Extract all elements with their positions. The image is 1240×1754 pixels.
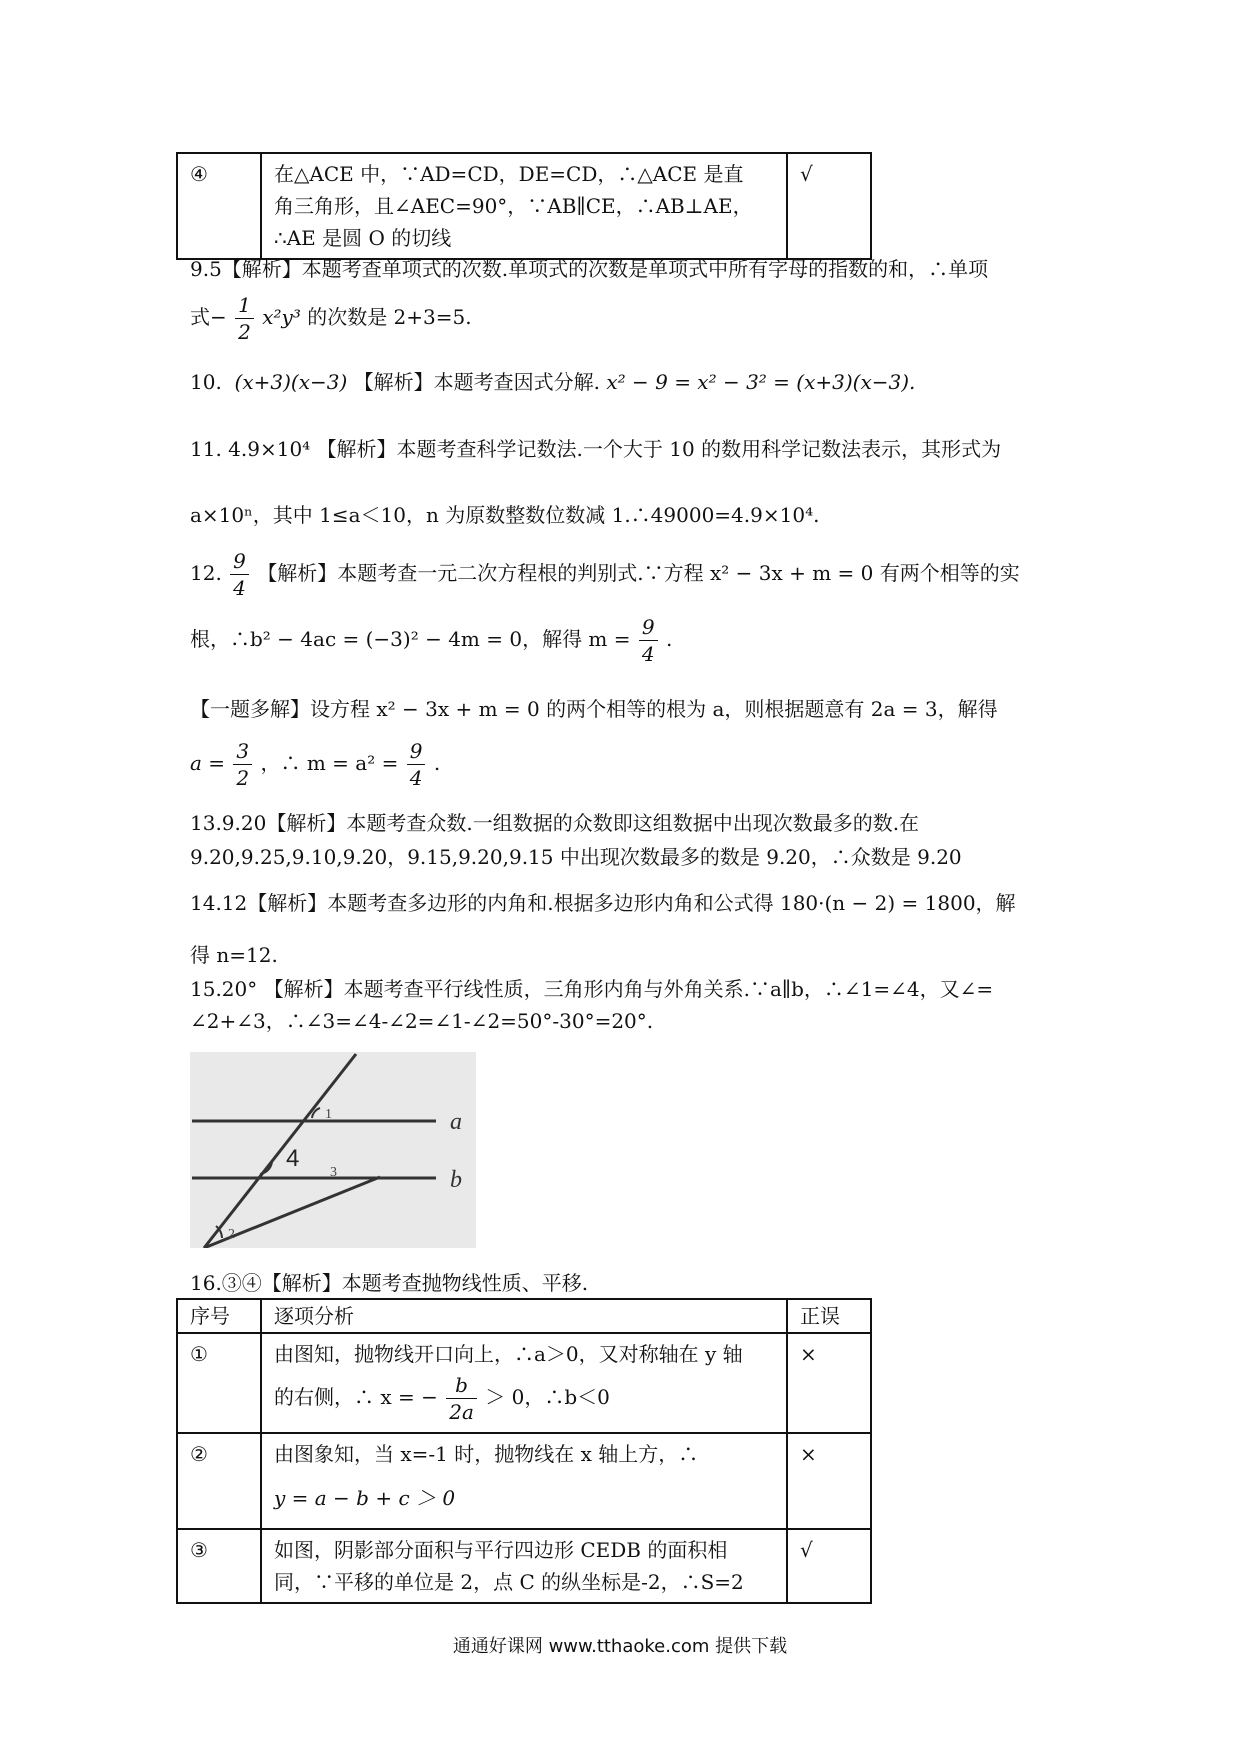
frac-denominator: 2 — [236, 766, 250, 790]
q12-line2-fraction — [639, 614, 658, 667]
q13-line2: 9.20,9.25,9.10,9.20，9.15,9.20,9.15 中出现次数最多的数是 9.20，∴众数是 9.20 — [190, 845, 962, 869]
label-4: 4 — [286, 1145, 300, 1172]
q12-line2 — [190, 614, 672, 667]
q11-text: 【解析】本题考查科学记数法.一个大于 10 的数用科学记数法表示，其形式为 — [316, 437, 1002, 461]
q14-line1: 14.12【解析】本题考查多边形的内角和.根据多边形内角和公式得 180·(n − 2) = 1800，解 — [190, 891, 1016, 915]
q16-title: 16.③④【解析】本题考查抛物线性质、平移. — [190, 1271, 589, 1295]
frac-numerator: 9 — [230, 548, 249, 575]
analysis-line — [274, 1372, 774, 1425]
row-number: ④ — [177, 153, 261, 259]
q13-line1: 13.9.20【解析】本题考查众数.一组数据的众数即这组数据中出现次数最多的数.在 — [190, 811, 920, 835]
q12-alt-a-fraction — [233, 738, 252, 791]
q9-prefix: 式− — [190, 305, 227, 329]
q14-line2: 得 n=12. — [190, 943, 278, 967]
q11-line1 — [190, 434, 1001, 464]
row-verdict: √ — [787, 153, 871, 259]
analysis-line: 如图，阴影部分面积与平行四边形 CEDB 的面积相 — [274, 1538, 728, 1562]
q11-line2: a×10ⁿ，其中 1≤a＜10，n 为原数整数位数减 1.∴49000=4.9×10⁴. — [190, 503, 820, 527]
frac-numerator: 9 — [407, 738, 426, 765]
q12-label: 12. — [190, 561, 222, 585]
frac-denominator: 4 — [641, 642, 655, 666]
row-verdict: √ — [787, 1529, 871, 1603]
table-row — [177, 1529, 871, 1603]
q12-line2-prefix: 根，∴b² − 4ac = (−3)² − 4m = 0，解得 m = — [190, 627, 631, 651]
analysis-table-q16 — [176, 1298, 872, 1604]
analysis-table-top — [176, 152, 872, 260]
label-3: 3 — [330, 1165, 337, 1180]
frac-denominator: 4 — [233, 576, 246, 600]
table-row — [177, 1333, 871, 1433]
row-number: ③ — [177, 1529, 261, 1603]
label-2: 2 — [228, 1227, 235, 1242]
q10-text: 【解析】本题考查因式分解. — [353, 370, 600, 394]
frac-denominator: 2 — [238, 320, 251, 344]
row-analysis — [261, 1433, 787, 1529]
parallel-lines-figure — [190, 1052, 476, 1248]
q12-alt-a-prefix: a = — [190, 751, 226, 775]
label-a: a — [450, 1109, 462, 1135]
q12-alt-m-prefix: ，∴ m = a² = — [260, 751, 399, 775]
q9-suffix: 的次数是 2+3=5. — [307, 305, 472, 329]
row-number: ② — [177, 1433, 261, 1529]
row-verdict: × — [787, 1433, 871, 1529]
analysis-line: 同，∵平移的单位是 2，点 C 的纵坐标是-2，∴S=2 — [274, 1570, 744, 1594]
analysis-fraction — [446, 1372, 477, 1425]
frac-numerator: 3 — [233, 738, 252, 765]
analysis-line: 由图象知，当 x=-1 时，抛物线在 x 轴上方，∴ — [274, 1442, 699, 1466]
frac-denominator: 4 — [409, 766, 423, 790]
q12-line1 — [190, 548, 1020, 601]
label-b: b — [450, 1167, 462, 1193]
analysis-suffix: ＞ 0，∴b＜0 — [485, 1385, 610, 1409]
row-analysis — [261, 1333, 787, 1433]
row-analysis — [261, 1529, 787, 1603]
analysis-line: ∴AE 是圆 O 的切线 — [274, 226, 452, 250]
q12-alt-line2 — [190, 738, 440, 791]
header-analysis: 逐项分析 — [261, 1299, 787, 1333]
table-row — [177, 1433, 871, 1529]
q12-text: 【解析】本题考查一元二次方程根的判别式.∵方程 x² − 3x + m = 0 有两个相等的实 — [257, 561, 1020, 585]
header-verdict: 正误 — [787, 1299, 871, 1333]
q10-answer: (x+3)(x−3) — [234, 370, 348, 394]
row-verdict: × — [787, 1333, 871, 1433]
q9-line2 — [190, 292, 472, 345]
q10-formula: x² − 9 = x² − 3² = (x+3)(x−3). — [606, 370, 916, 394]
q9-fraction — [235, 292, 254, 345]
row-number: ① — [177, 1333, 261, 1433]
q9-expr: x²y³ — [262, 305, 301, 329]
page-footer: 通通好课网 www.tthaoke.com 提供下载 — [452, 1636, 788, 1657]
q12-alt-m-fraction — [407, 738, 426, 791]
label-1: 1 — [325, 1107, 332, 1122]
frac-numerator: b — [446, 1372, 477, 1399]
frac-numerator: 1 — [235, 292, 254, 319]
analysis-line: 角三角形，且∠AEC=90°，∵AB∥CE，∴AB⊥AE， — [274, 194, 753, 218]
analysis-prefix: 的右侧，∴ x = − — [274, 1385, 438, 1409]
q12-alt-suffix: . — [433, 751, 441, 775]
header-num: 序号 — [177, 1299, 261, 1333]
q15-line1: 15.20° 【解析】本题考查平行线性质，三角形内角与外角关系.∵a∥b，∴∠1=∠4，又∠= — [190, 977, 994, 1001]
q12-answer-fraction — [230, 548, 249, 601]
analysis-line: 在△ACE 中，∵AD=CD，DE=CD，∴△ACE 是直 — [274, 162, 744, 186]
row-analysis — [261, 153, 787, 259]
table-header-row — [177, 1299, 871, 1333]
table-row — [177, 153, 871, 259]
frac-numerator: 9 — [639, 614, 658, 641]
q10-line — [190, 367, 915, 397]
frac-denominator: 2a — [449, 1400, 474, 1424]
q12-line2-suffix: . — [665, 627, 673, 651]
q9-line1: 9.5【解析】本题考查单项式的次数.单项式的次数是单项式中所有字母的指数的和，∴单项 — [190, 257, 989, 281]
analysis-line: y = a − b + c ＞ 0 — [274, 1486, 456, 1510]
q11-answer: 11. 4.9×10⁴ — [190, 437, 311, 461]
q15-line2: ∠2+∠3，∴∠3=∠4-∠2=∠1-∠2=50°-30°=20°. — [190, 1009, 654, 1033]
analysis-line: 由图知，抛物线开口向上，∴a＞0，又对称轴在 y 轴 — [274, 1342, 743, 1366]
q10-number: 10. — [190, 370, 229, 394]
q12-alt-line1: 【一题多解】设方程 x² − 3x + m = 0 的两个相等的根为 a，则根据题意有 2a = 3，解得 — [190, 697, 998, 721]
